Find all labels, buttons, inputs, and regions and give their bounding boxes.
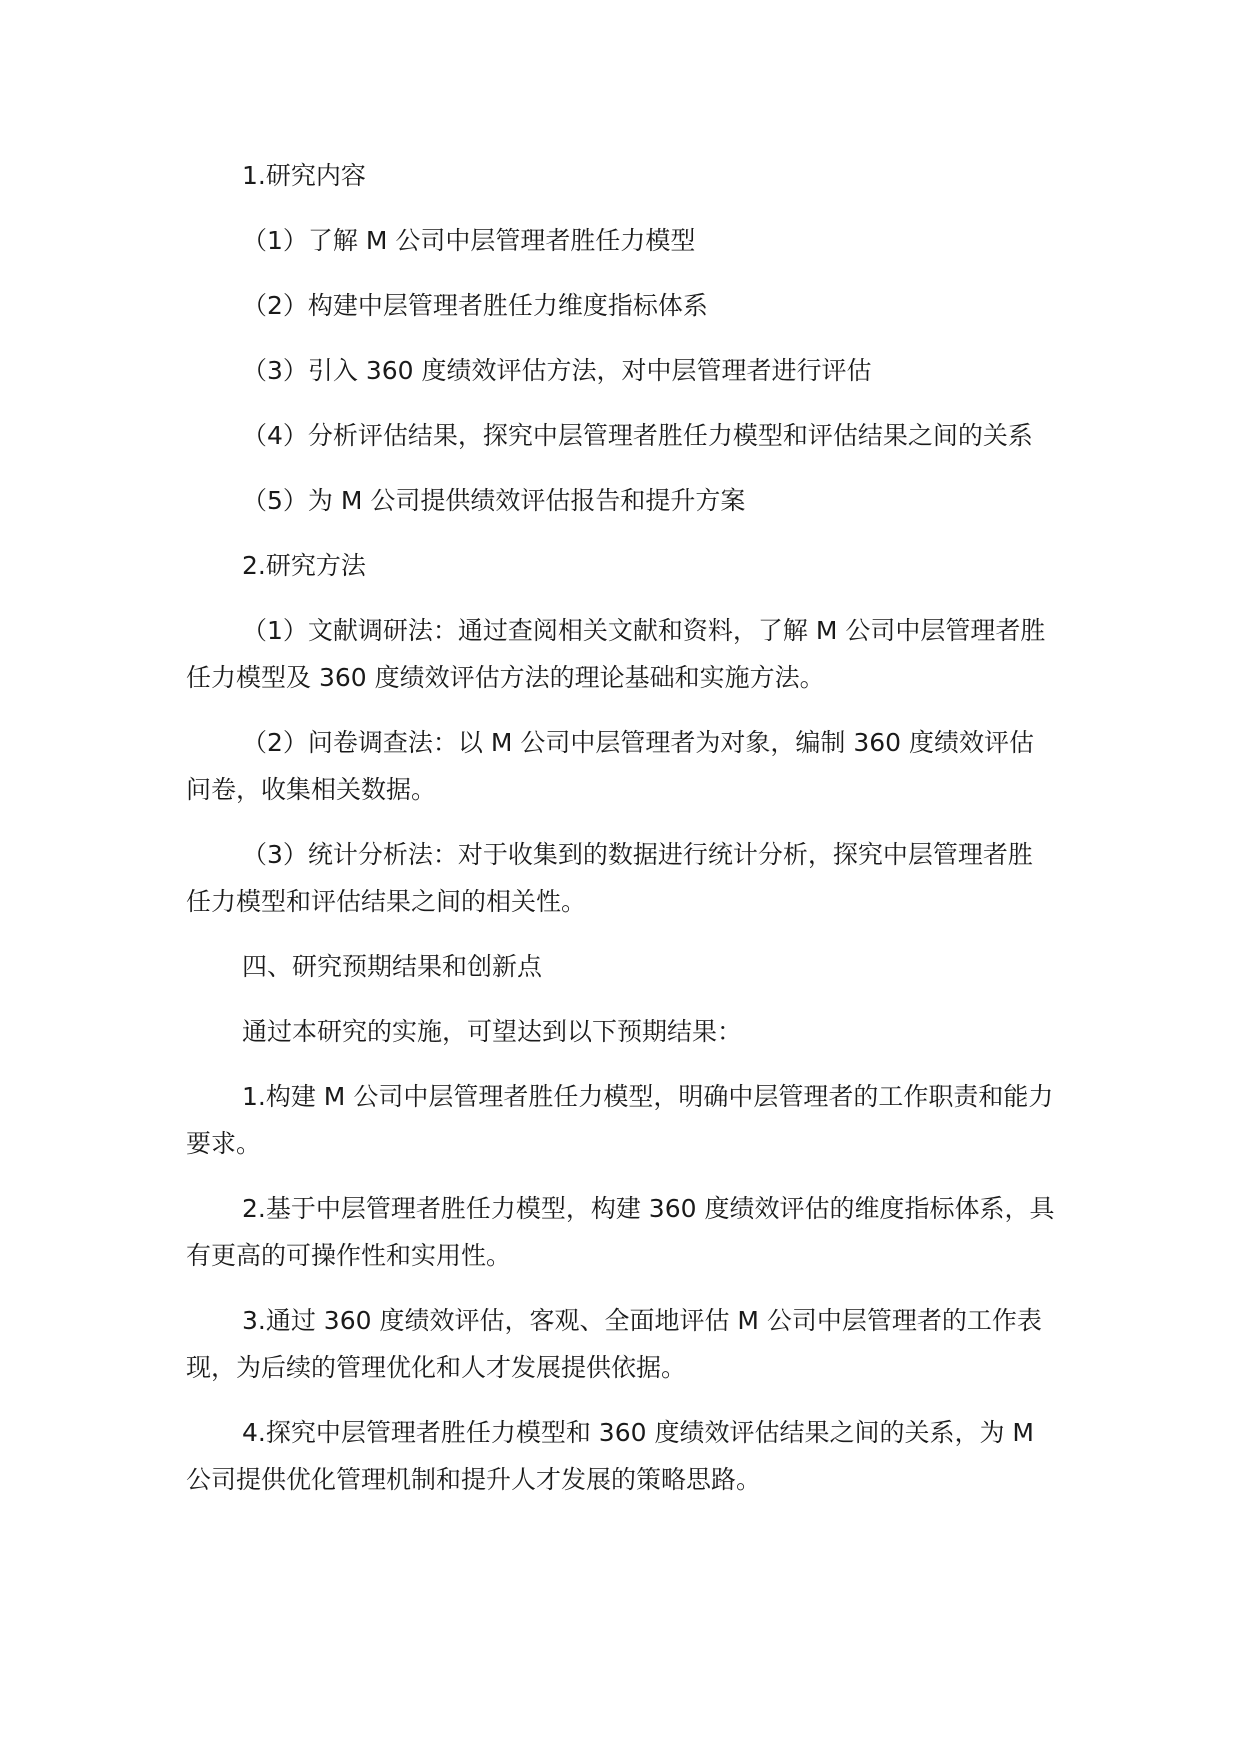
list-item: 2.基于中层管理者胜任力模型，构建 360 度绩效评估的维度指标体系，具有更高的可操作性和实用性。 (186, 1194, 1055, 1270)
document-page (186, 152, 1056, 1521)
list-item: 1.构建 M 公司中层管理者胜任力模型，明确中层管理者的工作职责和能力要求。 (186, 1082, 1054, 1158)
list-item: （3）引入 360 度绩效评估方法，对中层管理者进行评估 (242, 356, 872, 385)
section-heading-research-content: 1.研究内容 (242, 161, 366, 190)
list-item: （2）问卷调查法：以 M 公司中层管理者为对象，编制 360 度绩效评估问卷，收集相关数据。 (186, 728, 1034, 804)
list-item: （1）了解 M 公司中层管理者胜任力模型 (242, 226, 696, 255)
section-heading-expected-results: 四、研究预期结果和创新点 (242, 952, 543, 981)
list-item: （3）统计分析法：对于收集到的数据进行统计分析，探究中层管理者胜任力模型和评估结果之间的相关性。 (186, 840, 1033, 916)
list-item: （1）文献调研法：通过查阅相关文献和资料，了解 M 公司中层管理者胜任力模型及 360 度绩效评估方法的理论基础和实施方法。 (186, 616, 1046, 692)
list-item: 3.通过 360 度绩效评估，客观、全面地评估 M 公司中层管理者的工作表现，为后续的管理优化和人才发展提供依据。 (186, 1306, 1042, 1382)
list-item: （2）构建中层管理者胜任力维度指标体系 (242, 291, 708, 320)
list-item: （4）分析评估结果，探究中层管理者胜任力模型和评估结果之间的关系 (242, 421, 1033, 450)
list-item: 4.探究中层管理者胜任力模型和 360 度绩效评估结果之间的关系，为 M 公司提供优化管理机制和提升人才发展的策略思路。 (186, 1418, 1034, 1494)
section-heading-research-methods: 2.研究方法 (242, 551, 366, 580)
list-item: （5）为 M 公司提供绩效评估报告和提升方案 (242, 486, 746, 515)
intro-paragraph: 通过本研究的实施，可望达到以下预期结果： (242, 1017, 743, 1046)
